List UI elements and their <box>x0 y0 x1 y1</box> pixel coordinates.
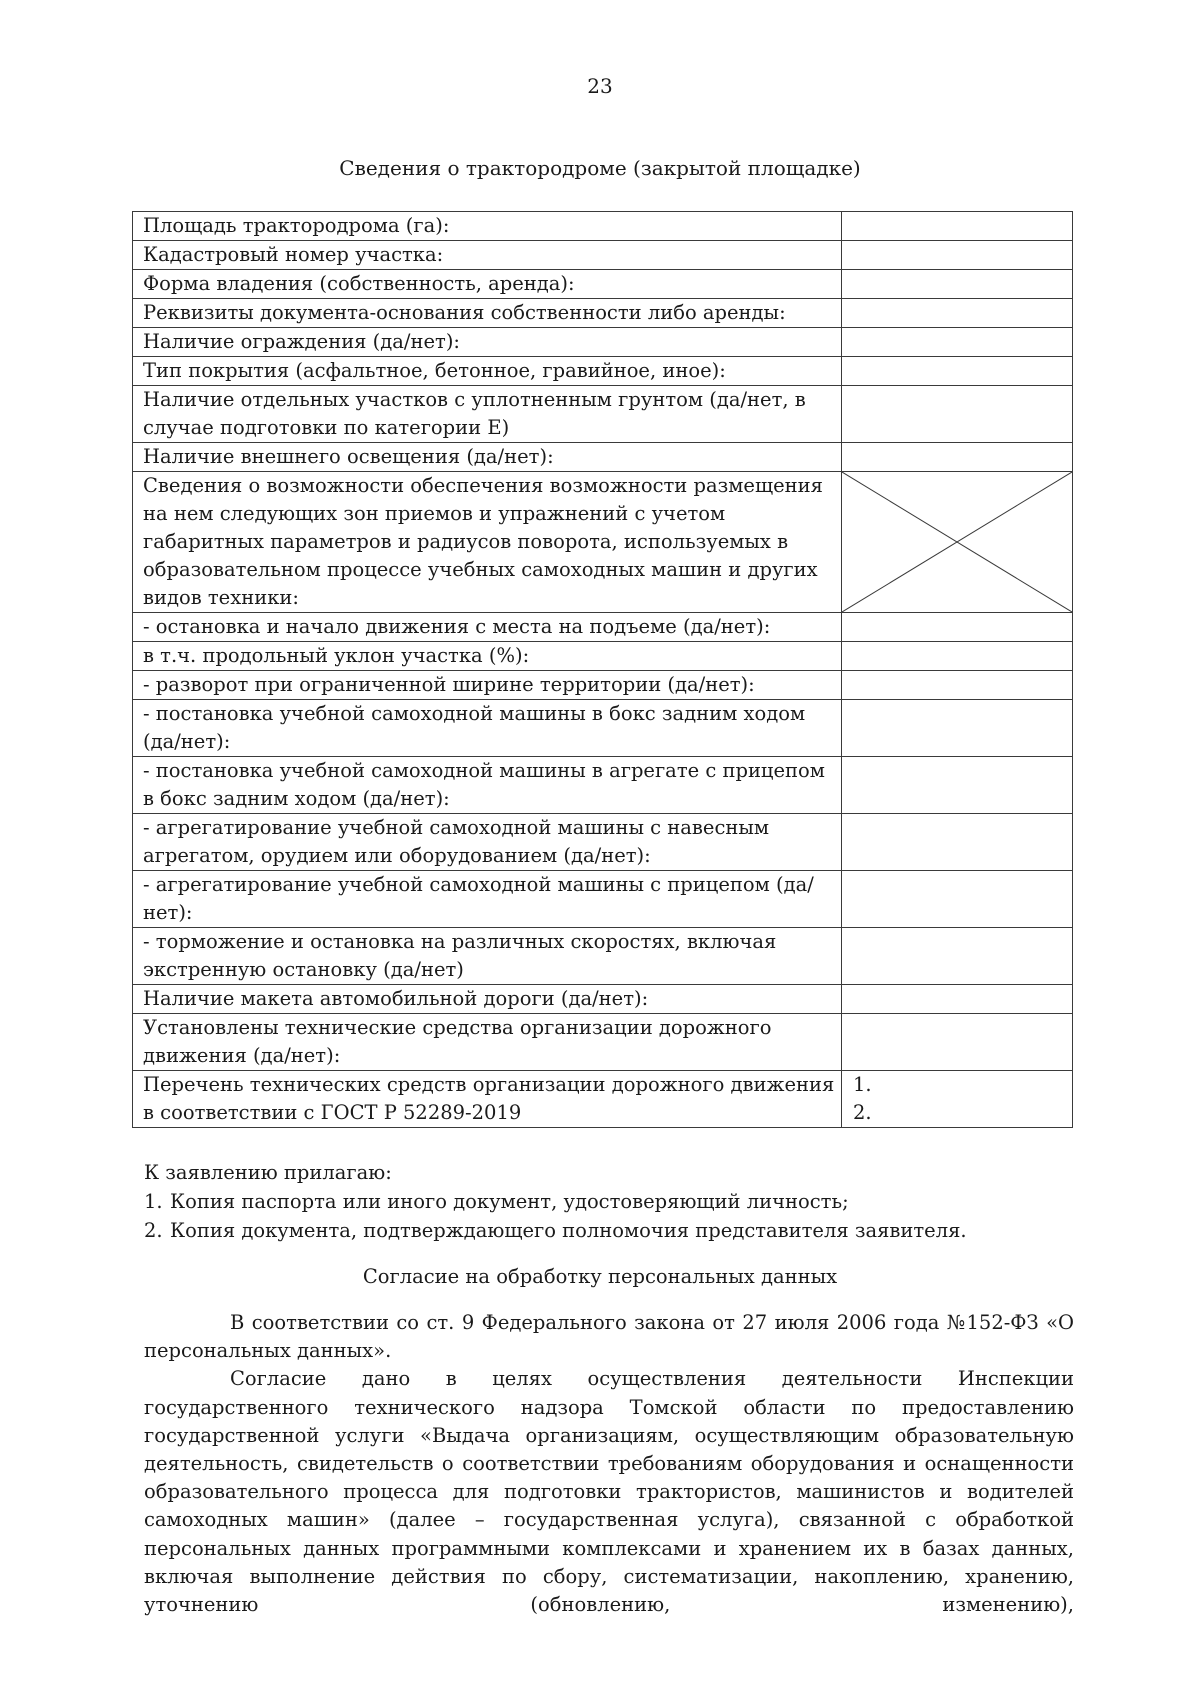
row-label: - торможение и остановка на различных скоростях, включая экстренную остановку (да/нет) <box>133 928 842 985</box>
crossed-out-cell <box>842 472 1073 613</box>
row-label: Тип покрытия (асфальтное, бетонное, гравийное, иное): <box>133 357 842 386</box>
row-label: Площадь трактородрома (га): <box>133 212 842 241</box>
table-row <box>133 472 1073 613</box>
row-label: - постановка учебной самоходной машины в бокс задним ходом (да/нет): <box>133 700 842 757</box>
list-item <box>144 1187 1074 1216</box>
table-row <box>133 270 1073 299</box>
row-value-cell[interactable] <box>842 613 1073 642</box>
row-value-cell[interactable] <box>842 299 1073 328</box>
row-value-cell[interactable] <box>842 241 1073 270</box>
row-label: Наличие макета автомобильной дороги (да/нет): <box>133 985 842 1014</box>
section-title: Сведения о трактородроме (закрытой площадке) <box>339 156 861 180</box>
row-label: - постановка учебной самоходной машины в агрегате с прицепом в бокс задним ходом (да/нет): <box>133 757 842 814</box>
table-row <box>133 928 1073 985</box>
row-label: - остановка и начало движения с места на подъеме (да/нет): <box>133 613 842 642</box>
row-label: Наличие ограждения (да/нет): <box>133 328 842 357</box>
table-row <box>133 985 1073 1014</box>
table-row <box>133 357 1073 386</box>
row-label: Наличие внешнего освещения (да/нет): <box>133 443 842 472</box>
table-row <box>133 613 1073 642</box>
row-value-cell[interactable] <box>842 1014 1073 1071</box>
row-label: - агрегатирование учебной самоходной машины с навесным агрегатом, орудием или оборудованием (да/нет): <box>133 814 842 871</box>
row-value-cell[interactable] <box>842 1071 1073 1128</box>
table-row <box>133 757 1073 814</box>
row-value-cell[interactable] <box>842 985 1073 1014</box>
table-row <box>133 443 1073 472</box>
row-value-cell[interactable] <box>842 671 1073 700</box>
table-row <box>133 1014 1073 1071</box>
table-row <box>133 241 1073 270</box>
table-row <box>133 642 1073 671</box>
table-row <box>133 299 1073 328</box>
cross-mark-icon <box>842 472 1072 612</box>
list-item-text: Копия паспорта или иного документ, удостоверяющий личность; <box>170 1190 849 1213</box>
row-value-cell[interactable] <box>842 757 1073 814</box>
row-value-cell[interactable] <box>842 357 1073 386</box>
row-value-cell[interactable] <box>842 386 1073 443</box>
list-item <box>144 1216 1074 1245</box>
page-number: 23 <box>587 74 613 98</box>
row-label: Сведения о возможности обеспечения возможности размещения на нем следующих зон приемов и упражнений с учетом габаритных параметров и радиусов поворота, используемых в образовательном процессе учебных самоходных машин и других видов техники: <box>133 472 842 613</box>
attachments-intro: К заявлению прилагаю: <box>144 1161 392 1184</box>
list-item-number: 1. <box>144 1190 163 1213</box>
row-label: Кадастровый номер участка: <box>133 241 842 270</box>
list-item: 2. <box>853 1101 872 1124</box>
row-label: в т.ч. продольный уклон участка (%): <box>133 642 842 671</box>
row-label: - разворот при ограниченной ширине территории (да/нет): <box>133 671 842 700</box>
table-row <box>133 212 1073 241</box>
tractordrome-info-table <box>132 211 1073 1128</box>
row-value-cell[interactable] <box>842 328 1073 357</box>
list-item-text: Копия документа, подтверждающего полномочия представителя заявителя. <box>170 1219 967 1242</box>
row-value-cell[interactable] <box>842 700 1073 757</box>
row-value-cell[interactable] <box>842 443 1073 472</box>
consent-paragraph: В соответствии со ст. 9 Федерального закона от 27 июля 2006 года №152-ФЗ «О персональных данных». <box>144 1311 1074 1363</box>
row-label: Форма владения (собственность, аренда): <box>133 270 842 299</box>
row-label: Установлены технические средства организации дорожного движения (да/нет): <box>133 1014 842 1071</box>
row-value-cell[interactable] <box>842 814 1073 871</box>
table-row <box>133 700 1073 757</box>
row-value-cell[interactable] <box>842 270 1073 299</box>
consent-paragraph: Согласие дано в целях осуществления деятельности Инспекции государственного технического надзора Томской области по предоставлению государственной услуги «Выдача организациям, осуществляющим образовательную деятельность, свидетельств о соответствии требованиям оборудования и оснащенности образовательного процесса для подготовки трактористов, машинистов и водителей самоходных машин» (далее – государственная услуга), связанной с обработкой персональных данных программными комплексами и хранением их в базах данных, включая выполнение действия по сбору, систематизации, накоплению, хранению, уточнению (обновлению, изменению), <box>144 1367 1074 1617</box>
table-row <box>133 1071 1073 1128</box>
consent-body <box>144 1309 1074 1619</box>
row-value-cell[interactable] <box>842 871 1073 928</box>
table-row <box>133 328 1073 357</box>
table-row <box>133 671 1073 700</box>
row-label: Перечень технических средств организации дорожного движения в соответствии с ГОСТ Р 52289-2019 <box>133 1071 842 1128</box>
list-item: 1. <box>853 1073 872 1096</box>
row-value-cell[interactable] <box>842 928 1073 985</box>
table-row <box>133 386 1073 443</box>
row-label: Наличие отдельных участков с уплотненным грунтом (да/нет, в случае подготовки по категории Е) <box>133 386 842 443</box>
table-row <box>133 871 1073 928</box>
table-row <box>133 814 1073 871</box>
row-value-cell[interactable] <box>842 212 1073 241</box>
consent-title: Согласие на обработку персональных данных <box>362 1265 838 1288</box>
row-label: - агрегатирование учебной самоходной машины с прицепом (да/нет): <box>133 871 842 928</box>
row-label: Реквизиты документа-основания собственности либо аренды: <box>133 299 842 328</box>
list-item-number: 2. <box>144 1219 163 1242</box>
row-value-cell[interactable] <box>842 642 1073 671</box>
attachments-section <box>144 1158 1074 1245</box>
